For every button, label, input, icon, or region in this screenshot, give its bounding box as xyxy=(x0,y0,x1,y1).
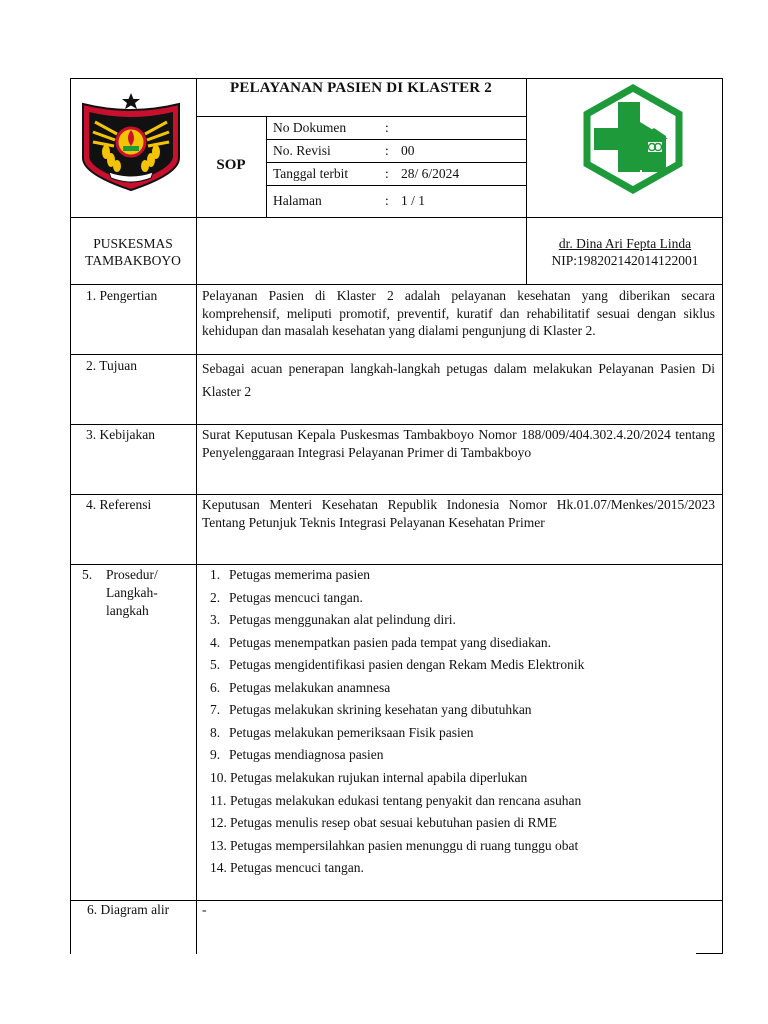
inst-row-bottom xyxy=(70,284,723,285)
header-sep-meta xyxy=(526,78,527,284)
section-label-prosedur-line2: Langkah- xyxy=(106,585,158,600)
table-border-right xyxy=(722,78,723,954)
section-label-pengertian: 1. Pengertian xyxy=(86,288,158,303)
procedure-step: 4. Petugas menempatkan pasien pada tempat yang disediakan. xyxy=(210,635,552,650)
doc-row-2 xyxy=(266,162,526,163)
signer-nip: NIP:198202142014122001 xyxy=(551,253,699,268)
doc-field-value-3: 28/ 6/2024 xyxy=(401,166,460,181)
section-text-diagram: - xyxy=(202,902,207,917)
section-label-prosedur-num: 5. xyxy=(82,567,93,582)
doc-row-3 xyxy=(266,185,526,186)
table-border-left xyxy=(70,78,71,954)
procedure-step: 9. Petugas mendiagnosa pasien xyxy=(210,747,384,762)
inst-sep xyxy=(196,217,197,954)
header-sep-sop xyxy=(266,116,267,217)
procedure-step: 6. Petugas melakukan anamnesa xyxy=(210,680,391,695)
section-label-tujuan: 2. Tujuan xyxy=(86,358,138,373)
procedure-step: 14. Petugas mencuci tangan. xyxy=(210,860,364,875)
procedure-step: 3. Petugas menggunakan alat pelindung diri. xyxy=(210,612,456,627)
procedure-step: 11. Petugas melakukan edukasi tentang penyakit dan rencana asuhan xyxy=(210,793,582,808)
section-text-tujuan: Sebagai acuan penerapan langkah-langkah petugas dalam melakukan Pelayanan Pasien Di Klaster 2 xyxy=(202,361,715,399)
sep-pengertian xyxy=(70,354,723,355)
procedure-step: 5. Petugas mengidentifikasi pasien dengan Rekam Medis Elektronik xyxy=(210,657,585,672)
sop-label: SOP xyxy=(216,157,246,173)
title-row-bottom xyxy=(196,116,526,117)
doc-field-value-2: 00 xyxy=(401,143,415,158)
section-text-pengertian: Pelayanan Pasien di Klaster 2 adalah pelayanan kesehatan yang diberikan secara komprehensif, meliputi promotif, preventif, kuratif dan rehabilitatif sesuai dengan siklus kehidupan dan masalah kesehatan yang dialami pengunjung di Klaster 2. xyxy=(202,288,715,338)
section-label-prosedur-line1: Prosedur/ xyxy=(106,567,158,582)
section-label-kebijakan: 3. Kebijakan xyxy=(86,427,155,442)
section-label-diagram: 6. Diagram alir xyxy=(87,902,170,917)
section-label-prosedur-line3: langkah xyxy=(106,603,149,618)
procedure-step: 12. Petugas menulis resep obat sesuai kebutuhan pasien di RME xyxy=(210,815,557,830)
signer-name: dr. Dina Ari Fepta Linda xyxy=(558,236,692,251)
puskesmas-logo xyxy=(578,84,688,194)
section-label-referensi: 4. Referensi xyxy=(86,497,152,512)
document-title: PELAYANAN PASIEN DI KLASTER 2 xyxy=(230,80,492,96)
header-sep-logo xyxy=(196,78,197,217)
doc-field-label-2: No. Revisi xyxy=(273,143,331,158)
procedure-step: 8. Petugas melakukan pemeriksaan Fisik pasien xyxy=(210,725,474,740)
header-bottom xyxy=(70,217,723,218)
institution-line-1: PUSKESMAS xyxy=(93,236,173,251)
regency-crest-logo xyxy=(79,90,183,194)
sep-tujuan xyxy=(70,424,723,425)
section-text-kebijakan: Surat Keputusan Kepala Puskesmas Tambakboyo Nomor 188/009/404.302.4.20/2024 tentang Penyelenggaraan Integrasi Pelayanan Primer di Tambakboyo xyxy=(202,427,715,460)
procedure-step: 10. Petugas melakukan rujukan internal apabila diperlukan xyxy=(210,770,528,785)
doc-field-sep-3: : xyxy=(385,166,389,181)
institution-line-2: TAMBAKBOYO xyxy=(85,253,181,268)
doc-field-sep-1: : xyxy=(385,120,389,135)
procedure-step: 13. Petugas mempersilahkan pasien menunggu di ruang tunggu obat xyxy=(210,838,579,853)
doc-row-1 xyxy=(266,139,526,140)
sep-kebijakan xyxy=(70,494,723,495)
doc-field-sep-2: : xyxy=(385,143,389,158)
section-text-referensi: Keputusan Menteri Kesehatan Republik Indonesia Nomor Hk.01.07/Menkes/2015/2023 Tentang Petunjuk Teknis Integrasi Pelayanan Kesehatan Primer xyxy=(202,497,715,530)
procedure-step: 2. Petugas mencuci tangan. xyxy=(210,590,363,605)
doc-field-value-4: 1 / 1 xyxy=(401,193,426,208)
doc-field-label-3: Tanggal terbit xyxy=(273,166,349,181)
table-border-top xyxy=(70,78,723,79)
bottom-stub xyxy=(696,953,723,954)
procedure-step: 7. Petugas melakukan skrining kesehatan yang dibutuhkan xyxy=(210,702,532,717)
doc-field-label-1: No Dokumen xyxy=(273,120,347,135)
procedure-step: 1. Petugas memerima pasien xyxy=(210,567,370,582)
sep-referensi xyxy=(70,564,723,565)
doc-field-sep-4: : xyxy=(385,193,389,208)
doc-field-label-4: Halaman xyxy=(273,193,322,208)
